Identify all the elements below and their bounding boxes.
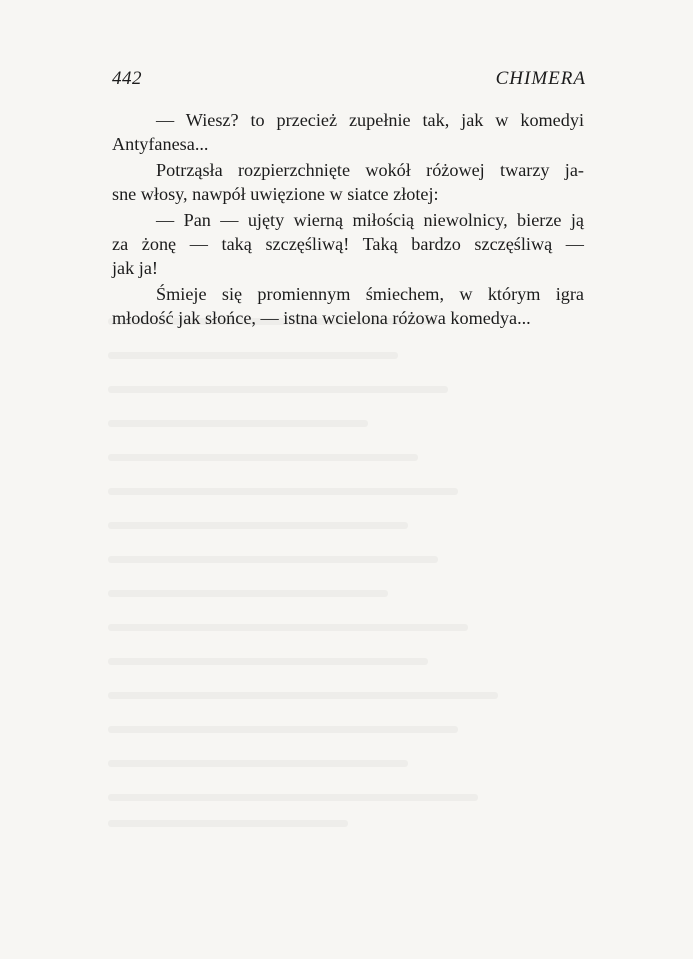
bleed-through-line — [108, 624, 468, 631]
bleed-through-line — [108, 820, 348, 827]
text-line: — Pan — ujęty wierną miłością niewolnicy, bierze ją — [156, 210, 584, 230]
text-line: sne włosy, nawpół uwięzione w siatce złotej: — [112, 184, 439, 204]
body-text — [112, 108, 584, 330]
bleed-through-line — [108, 386, 448, 393]
text-line: Antyfanesa... — [112, 134, 209, 154]
page-number: 442 — [112, 68, 142, 89]
text-line: — Wiesz? to przecież zupełnie tak, jak w komedyi — [156, 110, 584, 130]
bleed-through-line — [108, 420, 368, 427]
bleed-through-line — [108, 794, 478, 801]
bleed-through-line — [108, 692, 498, 699]
bleed-through-line — [108, 556, 438, 563]
bleed-through-line — [108, 488, 458, 495]
text-line: jak ja! — [112, 258, 158, 278]
bleed-through-line — [108, 522, 408, 529]
running-title: CHIMERA — [495, 68, 586, 89]
text-line: młodość jak słońce, — istna wcielona różowa komedya... — [112, 308, 531, 328]
bleed-through-line — [108, 726, 458, 733]
text-line: Potrząsła rozpierzchnięte wokół różowej twarzy ja- — [156, 160, 584, 180]
text-line: za żonę — taką szczęśliwą! Taką bardzo szczęśliwą — — [112, 234, 584, 254]
bleed-through-line — [108, 658, 428, 665]
bleed-through-line — [108, 590, 388, 597]
bleed-through-line — [108, 454, 418, 461]
page-header — [112, 68, 586, 92]
text-line: Śmieje się promiennym śmiechem, w którym igra — [156, 284, 584, 304]
bleed-through-line — [108, 760, 408, 767]
bleed-through-line — [108, 352, 398, 359]
